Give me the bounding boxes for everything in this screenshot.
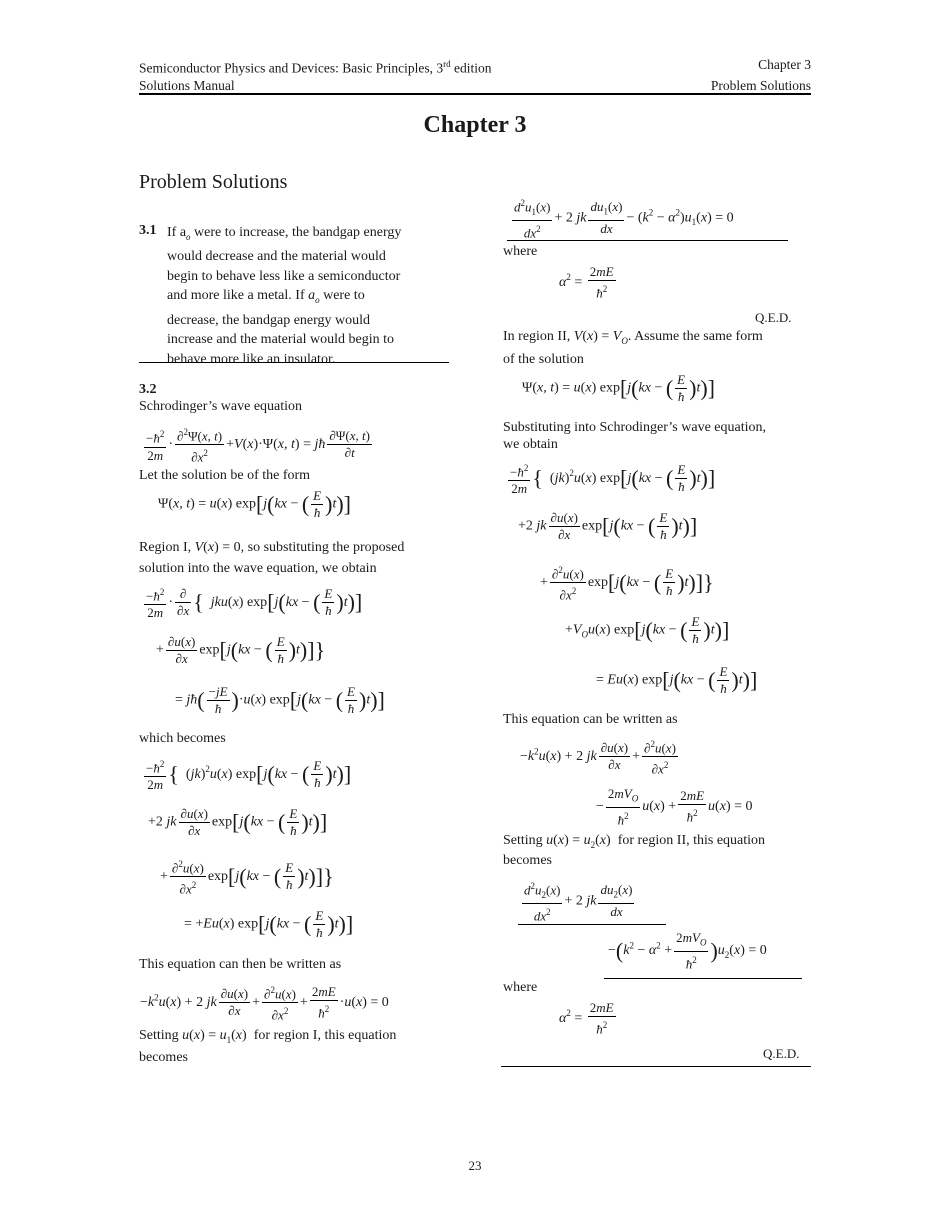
- eq-region1-u1: $\frac{d^2u_1(x)}{dx^2}$ + 2 jk $\frac{du_1(x)}{dx}$ − $(k^2 - \alpha^2)u_1(x) = 0$: [510, 195, 734, 241]
- text-setting-region1: Setting $u(x) = u_1(x)$ for region I, this equation: [139, 1028, 397, 1045]
- text-where: where: [503, 244, 538, 259]
- qed-1: Q.E.D.: [755, 310, 792, 325]
- header-divider: [139, 93, 811, 95]
- eq-underline: [507, 240, 788, 241]
- eq-region2-line5: = Eu(x) exp[j(kx − ( $\frac{E}{ħ}$ )t)]: [596, 664, 758, 696]
- text-substituting: solution into the wave equation, we obtain: [139, 561, 377, 576]
- eq-schrodinger: $\frac{-ħ^2}{2m}$ · $\frac{\partial^2\Psi(x, t)}{\partial x^2}$ +V(x)·Ψ(x, t) = jħ $\frac{\partial\Psi(x, t)}{\partial t}$: [142, 424, 374, 466]
- problem-3-2-number: 3.2: [139, 382, 157, 397]
- eq-becomes-line2: +2 jk $\frac{\partial u(x)}{\partial x}$ exp[j(kx − ( $\frac{E}{ħ}$ )t)]: [148, 806, 328, 838]
- problem-3-2-divider: [501, 1066, 811, 1067]
- section-title: Problem Solutions: [139, 171, 288, 193]
- eq-region2-final-line2: − $\frac{2mV_O}{ħ^2}$ u(x) + $\frac{2mE}{ħ^2}$ u(x) = 0: [596, 786, 753, 827]
- problem-3-1-number: 3.1: [139, 223, 157, 238]
- eq-region2-u2-line1: $\frac{d^2u_2(x)}{dx^2}$ + 2 jk $\frac{du_2(x)}{dx}$: [520, 878, 636, 924]
- text-can-be-written: This equation can be written as: [503, 712, 678, 727]
- eq-becomes-line1: $\frac{-ħ^2}{2m}$ { (jk)$^2$u(x) exp[j(kx − ( $\frac{E}{ħ}$ )t)]: [142, 756, 351, 793]
- eq-region1-line2: + $\frac{\partial u(x)}{\partial x}$ exp[j(kx − ( $\frac{E}{ħ}$ )t)]}: [156, 634, 326, 666]
- eq-becomes-line3: + $\frac{\partial^2u(x)}{\partial x^2}$ exp[j(kx − ( $\frac{E}{ħ}$ )t)]}: [160, 856, 334, 898]
- problem-3-1-text: If $a_o$ were to increase, the bandgap energy would decrease and the material would begin to behave less like a semiconductor and more like a metal. If $a_o$ were to decrease, the bandgap energy would increase and the material would begin to behave more like an insulator.: [167, 225, 402, 367]
- text-we-obtain: we obtain: [503, 437, 558, 452]
- text-where-2: where: [503, 980, 538, 995]
- header-manual: Solutions Manual: [139, 77, 235, 93]
- eq-alpha-def-2: $\alpha^2$ = $\frac{2mE}{ħ^2}$: [559, 1000, 614, 1037]
- text-setting-region2: Setting $u(x) = u_2(x)$ for region II, this equation: [503, 833, 766, 850]
- eq-solution-form: Ψ(x, t) = u(x) exp[j(kx − ( $\frac{E}{ħ}$ )t)]: [158, 488, 351, 520]
- text-same-form: of the solution: [503, 352, 584, 367]
- eq-solution-form-2: Ψ(x, t) = u(x) exp[j(kx − ( $\frac{E}{ħ}$ )t)]: [522, 372, 715, 404]
- page-number: 23: [468, 1158, 482, 1173]
- text-becomes: becomes: [139, 1050, 188, 1065]
- eq-underline-3: [604, 978, 802, 979]
- problem-3-1-divider: [139, 362, 449, 363]
- eq-region1-line1: $\frac{-ħ^2}{2m}$ · $\frac{\partial}{\partial x}$ { jku(x) exp[j(kx − ( $\frac{E}{ħ}$ )t)]: [142, 584, 362, 621]
- text-wave-equation: Schrodinger’s wave equation: [139, 399, 303, 414]
- eq-region2-line3: + $\frac{\partial^2u(x)}{\partial x^2}$ exp[j(kx − ( $\frac{E}{ħ}$ )t)]}: [540, 562, 714, 604]
- text-which-becomes: which becomes: [139, 731, 226, 746]
- chapter-title: Chapter 3: [423, 112, 527, 138]
- qed-2: Q.E.D.: [763, 1046, 800, 1061]
- eq-region2-u2-line2: $-(k^2 - \alpha^2$ + $\frac{2mV_O}{ħ^2}$ )$u_2(x) = 0$: [608, 930, 767, 971]
- eq-becomes-line4: = +Eu(x) exp[j(kx − ( $\frac{E}{ħ}$ )t)]: [184, 908, 354, 940]
- text-let-solution: Let the solution be of the form: [139, 468, 311, 483]
- header-section: Problem Solutions: [710, 77, 811, 93]
- eq-region2-line4: $+V_Ou(x) \exp[j(kx$ − ( $\frac{E}{ħ}$ )t)]: [565, 614, 730, 646]
- text-then-written: This equation can then be written as: [139, 957, 342, 972]
- eq-region2-line2: +2 jk $\frac{\partial u(x)}{\partial x}$ exp[j(kx − ( $\frac{E}{ħ}$ )t)]: [518, 510, 698, 542]
- eq-alpha-def: $\alpha^2$ = $\frac{2mE}{ħ^2}$: [559, 264, 614, 301]
- eq-region2-line1: $\frac{-ħ^2}{2m}$ { (jk)$^2$u(x) exp[j(kx − ( $\frac{E}{ħ}$ )t)]: [506, 460, 715, 497]
- eq-region1-line3: = jħ( $\frac{-jE}{ħ}$ )·u(x) exp[j(kx − ( $\frac{E}{ħ}$ )t)]: [175, 684, 385, 716]
- eq-region1-final: $-k^2u(x) + 2$ jk $\frac{\partial u(x)}{\partial x}$ + $\frac{\partial^2u(x)}{\partial x^2}$ + $\frac{2mE}{ħ^2}$ ·u(x) = 0: [140, 982, 389, 1024]
- eq-region2-final-line1: $-k^2u(x) + 2$ jk $\frac{\partial u(x)}{\partial x}$ + $\frac{\partial^2u(x)}{\partial x^2}$: [520, 736, 680, 778]
- header-chapter: Chapter 3: [758, 57, 811, 72]
- text-region-two: In region II, $V(x) = V_O$. Assume the same form: [503, 329, 763, 346]
- text-region-one: Region I, V(x) = 0, so substituting the proposed: [139, 540, 405, 555]
- running-header: [139, 56, 811, 94]
- header-book-title: Semiconductor Physics and Devices: Basic Principles, 3rd edition: [139, 59, 492, 76]
- text-becomes-2: becomes: [503, 853, 552, 868]
- eq-underline-2: [518, 924, 666, 925]
- text-substituting-2: Substituting into Schrodinger’s wave equation,: [503, 420, 766, 435]
